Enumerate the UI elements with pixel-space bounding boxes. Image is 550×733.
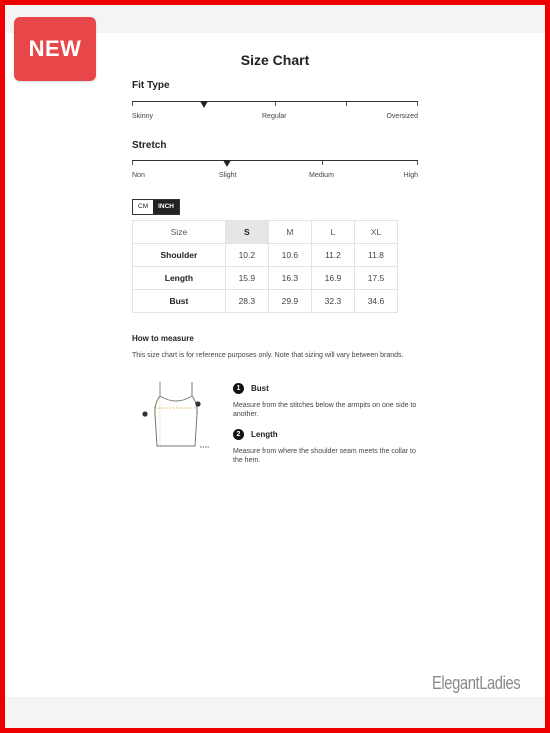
measure-description: Measure from where the shoulder seam meets the collar to the hem. xyxy=(233,448,416,464)
row-label-length: Length xyxy=(133,267,226,290)
table-cell: 16.3 xyxy=(268,267,311,290)
stretch-scale xyxy=(132,160,418,167)
table-cell: 16.9 xyxy=(311,267,354,290)
table-cell: 10.2 xyxy=(225,244,268,267)
header-size-m[interactable]: M xyxy=(268,221,311,244)
fit-option-oversized: Oversized xyxy=(386,113,418,120)
unit-option-cm[interactable]: CM xyxy=(138,203,149,210)
stretch-option-high: High xyxy=(403,172,418,179)
header-size-l[interactable]: L xyxy=(311,221,354,244)
row-label-shoulder: Shoulder xyxy=(133,244,226,267)
how-to-measure-title: How to measure xyxy=(132,334,194,343)
measure-item-length xyxy=(233,428,423,465)
fit-option-skinny: Skinny xyxy=(132,113,154,120)
table-row xyxy=(133,267,398,290)
page-title: Size Chart xyxy=(240,52,310,68)
table-cell: 15.9 xyxy=(225,267,268,290)
step-number-badge: 1 xyxy=(233,383,244,394)
fit-type-options xyxy=(132,113,418,123)
unit-toggle xyxy=(132,199,180,215)
header-size-s[interactable]: S xyxy=(225,221,268,244)
table-row xyxy=(133,290,398,313)
fit-type-scale xyxy=(132,101,418,108)
table-cell: 17.5 xyxy=(354,267,397,290)
step-number-badge: 2 xyxy=(233,429,244,440)
row-label-bust: Bust xyxy=(133,290,226,313)
stretch-marker xyxy=(223,160,231,167)
watermark: ElegantLadies xyxy=(432,673,521,693)
fit-option-regular: Regular xyxy=(262,113,287,120)
header-size-xl[interactable]: XL xyxy=(354,221,397,244)
table-row xyxy=(133,244,398,267)
measure-item-bust xyxy=(233,382,423,419)
new-badge: NEW xyxy=(14,17,96,81)
table-cell: 10.6 xyxy=(268,244,311,267)
stretch-option-non: Non xyxy=(132,172,145,179)
stretch-options xyxy=(132,172,418,182)
table-cell: 34.6 xyxy=(354,290,397,313)
measure-name: Length xyxy=(251,429,278,439)
table-cell: 29.9 xyxy=(268,290,311,313)
table-cell: 11.8 xyxy=(354,244,397,267)
header-size: Size xyxy=(133,221,226,244)
measure-description: Measure from the stitches below the armpits on one side to another. xyxy=(233,402,417,418)
unit-option-inch[interactable]: INCH xyxy=(153,200,179,214)
table-cell: 28.3 xyxy=(225,290,268,313)
measure-name: Bust xyxy=(251,383,269,393)
stretch-option-medium: Medium xyxy=(309,172,334,179)
stretch-option-slight: Slight xyxy=(219,172,237,179)
table-cell: 11.2 xyxy=(311,244,354,267)
size-chart-card xyxy=(5,33,545,697)
fit-type-label: Fit Type xyxy=(132,80,170,91)
stretch-label: Stretch xyxy=(132,140,167,151)
camisole-illustration-icon xyxy=(138,380,214,452)
table-header-row xyxy=(133,221,398,244)
table-cell: 32.3 xyxy=(311,290,354,313)
fit-type-marker xyxy=(200,101,208,108)
size-table xyxy=(132,220,398,313)
how-to-measure-note: This size chart is for reference purposes only. Note that sizing will vary between brands. xyxy=(132,352,404,359)
